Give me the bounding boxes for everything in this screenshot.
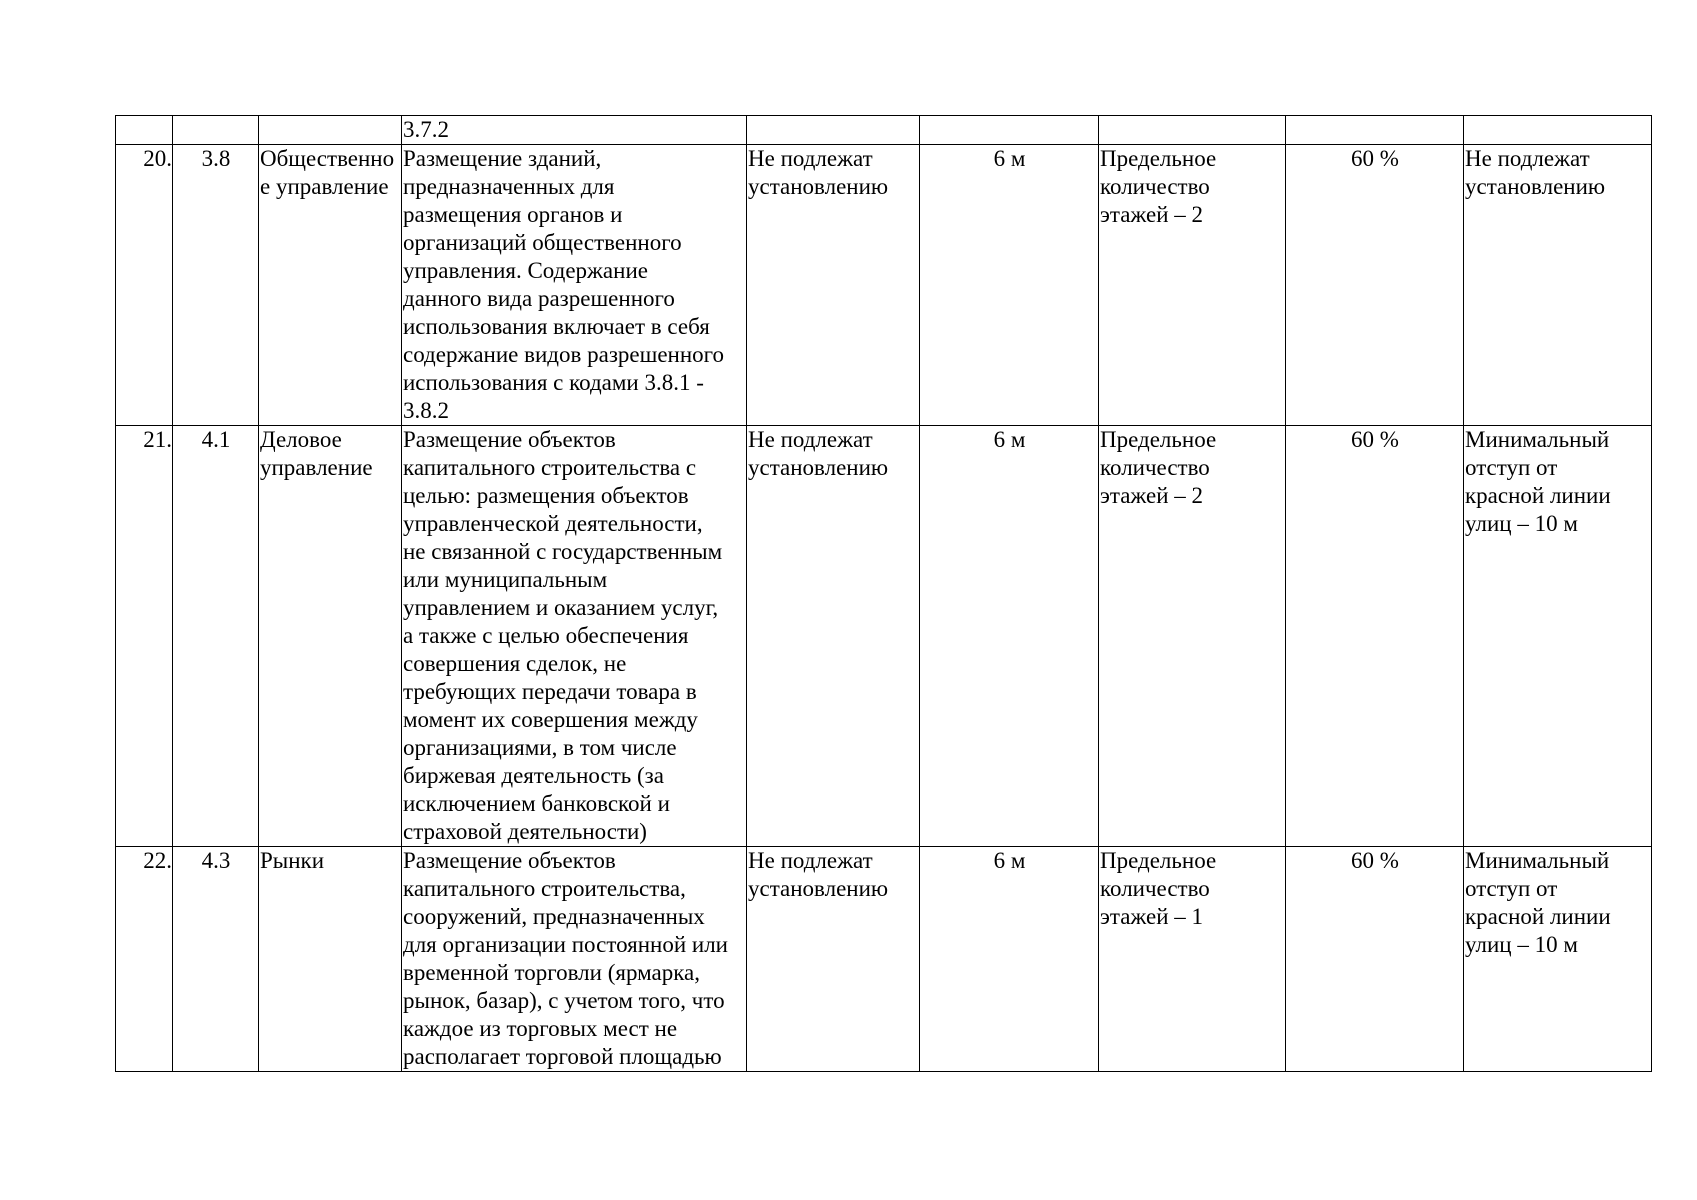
table-cell [1099,116,1286,145]
use-description [402,847,747,1072]
cell-col5: 6 м [920,145,1099,426]
row-number: 22. [116,847,173,1072]
use-name [259,426,402,847]
use-description [402,145,747,426]
cell-col8 [1464,847,1652,1072]
row-number: 21. [116,426,173,847]
table-cell [920,116,1099,145]
table-cell [259,116,402,145]
cell-col8-text: Минимальный отступ от красной линии улиц – 10 м [1465,848,1611,957]
use-name-text: Общественно е управление [260,146,395,199]
cell-col7: 60 % [1286,847,1464,1072]
cell-col6 [1099,426,1286,847]
use-description-text: Размещение объектов капитального строительства с целью: размещения объектов управленческой деятельности, не связанной с государственным или муниципальным управлением и оказанием услуг, а также с целью обеспечения совершения сделок, не требующих передачи товара в момент их совершения между организациями, в том числе биржевая деятельность (за исключением банковской и страховой деятельности) [403,427,723,844]
cell-col6-text: Предельное количество этажей – 2 [1100,146,1217,227]
cell-col6-text: Предельное количество этажей – 1 [1100,848,1217,929]
use-description-text: Размещение объектов капитального строительства, сооружений, предназначенных для организации постоянной или временной торговли (ярмарка, рынок, базар), с учетом того, что каждое из торговых мест не располагает торговой площадью [403,848,728,1069]
table-row-continuation [116,116,1652,145]
cell-col4 [747,145,920,426]
use-code: 4.3 [173,847,259,1072]
use-name [259,145,402,426]
cell-col8 [1464,145,1652,426]
cell-col7: 60 % [1286,426,1464,847]
use-name-text: Деловое управление [260,427,373,480]
cell-col4 [747,847,920,1072]
table-row [116,145,1652,426]
land-use-regulations-table [115,115,1652,1072]
table-cell-description [402,116,747,145]
cell-col6 [1099,847,1286,1072]
use-description [402,426,747,847]
cell-col8 [1464,426,1652,847]
table-row [116,426,1652,847]
cell-col4-text: Не подлежат установлению [748,848,889,901]
use-name [259,847,402,1072]
cell-col6-text: Предельное количество этажей – 2 [1100,427,1217,508]
cell-col4 [747,426,920,847]
description-text: 3.7.2 [403,117,449,142]
table-cell [116,116,173,145]
use-description-text: Размещение зданий, предназначенных для размещения органов и организаций общественного управления. Содержание данного вида разрешенного использования включает в себя содержание видов разрешенного использования с кодами 3.8.1 - 3.8.2 [403,146,725,423]
use-code: 4.1 [173,426,259,847]
cell-col5: 6 м [920,426,1099,847]
cell-col7: 60 % [1286,145,1464,426]
table-cell [1464,116,1652,145]
cell-col8-text: Минимальный отступ от красной линии улиц – 10 м [1465,427,1611,536]
cell-col5: 6 м [920,847,1099,1072]
table-cell [1286,116,1464,145]
use-name-text: Рынки [260,848,325,873]
cell-col4-text: Не подлежат установлению [748,427,889,480]
table-cell [173,116,259,145]
use-code: 3.8 [173,145,259,426]
table-row [116,847,1652,1072]
table-cell [747,116,920,145]
cell-col4-text: Не подлежат установлению [748,146,889,199]
cell-col6 [1099,145,1286,426]
cell-col8-text: Не подлежат установлению [1465,146,1606,199]
row-number: 20. [116,145,173,426]
